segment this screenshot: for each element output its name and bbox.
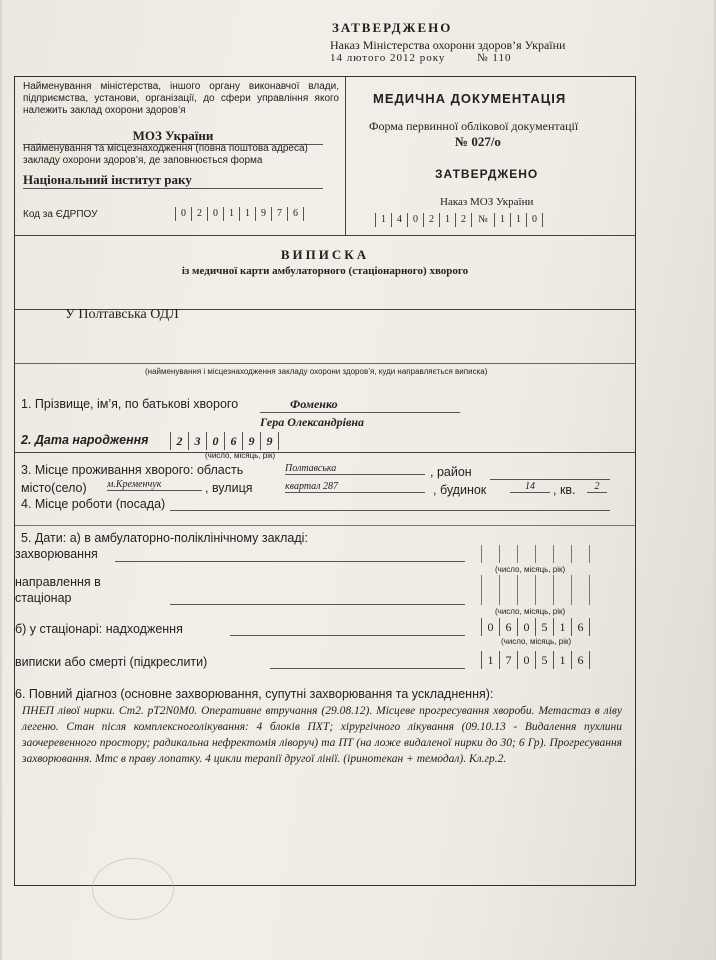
referral-line <box>170 604 465 605</box>
order-digit: 0 <box>407 213 423 227</box>
order-digit: 1 <box>375 213 391 227</box>
dob-digit: 3 <box>188 432 206 450</box>
header-bottom-line <box>15 235 635 236</box>
work-label: 4. Місце роботи (посада) <box>21 497 166 511</box>
admission-digit: 0 <box>481 618 499 636</box>
order-digit: 1 <box>510 213 526 227</box>
discharge-digits <box>481 651 590 669</box>
city-label: місто(село) <box>21 481 87 495</box>
admission-label: б) у стаціонарі: надходження <box>15 622 183 636</box>
order-digit: 1 <box>494 213 510 227</box>
edrpou-digit: 1 <box>223 207 239 221</box>
recipient-value: У Полтавська ОДЛ <box>65 307 179 322</box>
admission-digit: 6 <box>571 618 590 636</box>
approval-number: № 110 <box>477 52 512 64</box>
edrpou-digit: 0 <box>175 207 191 221</box>
discharge-digit: 1 <box>481 651 499 669</box>
edrpou-digit: 6 <box>287 207 304 221</box>
illness-label: захворювання <box>15 547 98 561</box>
discharge-digit: 0 <box>517 651 535 669</box>
dates-label: 5. Дати: а) в амбулаторно-поліклінічному закладі: <box>21 531 308 545</box>
order-label: Наказ МОЗ України <box>440 196 534 208</box>
institution-value: Національний інститут раку <box>23 172 323 189</box>
recipient-caption: (найменування і місцезнаходження закладу охорони здоров’я, куди направляється виписка) <box>145 367 488 376</box>
diagnosis-text: ПНЕП лівої нирки. Ст2. рТ2N0M0. Оперативне втручання (29.08.12). Місцеве прогресування хвороби. Метастаз в ліву легеню. Стан після комплексноголікування: 4 блоків ПХТ; хірургічного лікування (09.10.13 - Видалення пухлини заочеревенного простору; радикальна нефректомія ліворуч) та ПТ (на ложе видаленої нирки до 30; 6 Гр). Прогресування захворювання. Мтс в праву лопатку. 4 цикли терапії другої лінії. (іринотекан + темодал). Кл.гр.2. <box>22 705 622 765</box>
dob-digit: 9 <box>260 432 279 450</box>
form-number: № 027/о <box>455 134 501 149</box>
dob-digit: 9 <box>242 432 260 450</box>
work-value-line <box>170 510 610 511</box>
referral-date-boxes <box>481 575 590 605</box>
apt-value: 2 <box>587 481 607 493</box>
admission-line <box>230 635 465 636</box>
illness-date-caption: (число, місяць, рік) <box>495 565 566 574</box>
edrpou-digit: 7 <box>271 207 287 221</box>
admission-digit: 0 <box>517 618 535 636</box>
district-value-line <box>490 479 610 480</box>
approval-order: Наказ Міністерства охорони здоров’я України <box>330 38 566 52</box>
approval-title: ЗАТВЕРДЖЕНО <box>332 20 453 35</box>
edrpou-digit: 0 <box>207 207 223 221</box>
ministry-label: Найменування міністерства, іншого органу виконавчої влади, підприємства, установи, організації, до сфери управління якого належить заклад охорони здоров’я <box>23 81 339 116</box>
order-digit: 2 <box>455 213 471 227</box>
edrpou-digit: 1 <box>239 207 255 221</box>
approval-date-text: 14 лютого 2012 року <box>330 52 446 64</box>
district-label: , район <box>430 465 472 479</box>
discharge-digit: 6 <box>571 651 590 669</box>
referral-label-1: направлення в <box>15 575 101 589</box>
admission-digits <box>481 618 590 636</box>
admission-caption: (число, місяць, рік) <box>501 637 572 646</box>
edrpou-digit: 2 <box>191 207 207 221</box>
dob-digit: 0 <box>206 432 224 450</box>
doc-subtitle: із медичної карти амбулаторного (стаціонарного) хворого <box>181 265 469 277</box>
edrpou-label: Код за ЄДРПОУ <box>23 209 98 220</box>
street-value: квартал 287 <box>285 481 425 493</box>
dob-caption: (число, місяць, рік) <box>205 451 276 460</box>
order-digit: 4 <box>391 213 407 227</box>
illness-date-boxes <box>481 545 590 563</box>
house-label: , будинок <box>433 483 487 497</box>
discharge-line <box>270 668 465 669</box>
discharge-label: виписки або смерті (підкреслити) <box>15 655 208 669</box>
referral-label-2: стаціонар <box>15 591 72 605</box>
dob-digit: 6 <box>224 432 242 450</box>
discharge-digit: 7 <box>499 651 517 669</box>
approved-label: ЗАТВЕРДЖЕНО <box>435 167 539 181</box>
illness-line <box>115 561 465 562</box>
admission-digit: 6 <box>499 618 517 636</box>
med-doc-title: МЕДИЧНА ДОКУМЕНТАЦІЯ <box>373 91 567 106</box>
order-digit: 1 <box>439 213 455 227</box>
city-value: м.Кременчук <box>107 479 202 491</box>
residence-label: 3. Місце проживання хворого: область <box>21 463 244 477</box>
admission-digit: 1 <box>553 618 571 636</box>
patient-given-name: Гера Олександрівна <box>260 415 364 429</box>
edrpou-digit: 9 <box>255 207 271 221</box>
order-digit: 0 <box>526 213 543 227</box>
institution-label: Найменування та місцезнаходження (повна поштова адреса) закладу охорони здоров’я, де заповнюється форма <box>23 143 308 166</box>
document-sheet <box>2 0 714 960</box>
referral-date-caption: (число, місяць, рік) <box>495 607 566 616</box>
dob-digit: 2 <box>170 432 188 450</box>
house-value: 14 <box>510 481 550 493</box>
recipient-line <box>15 363 635 364</box>
stamp-mark <box>92 858 174 920</box>
order-digit: № <box>471 213 494 227</box>
patient-surname: Фоменко <box>260 397 460 413</box>
apt-label: , кв. <box>553 483 576 497</box>
recipient-bottom-line <box>15 452 635 453</box>
ministry-value: МОЗ України <box>23 128 323 145</box>
admission-digit: 5 <box>535 618 553 636</box>
doc-title: ВИПИСКА <box>280 247 370 262</box>
edrpou-code <box>175 207 304 221</box>
order-code <box>375 213 543 227</box>
header-divider <box>345 77 346 235</box>
form-label: Форма первинної облікової документації <box>369 119 579 133</box>
section-divider <box>15 525 635 526</box>
street-label: , вулиця <box>205 481 253 495</box>
approval-date <box>330 52 512 64</box>
discharge-digit: 1 <box>553 651 571 669</box>
dob-label: 2. Дата народження <box>21 433 149 447</box>
region-value: Полтавська <box>285 463 425 475</box>
dob-digits <box>170 432 279 450</box>
diagnosis-label: 6. Повний діагноз (основне захворювання, супутні захворювання та ускладнення): <box>15 687 494 701</box>
order-digit: 2 <box>423 213 439 227</box>
patient-name-label: 1. Прізвище, ім’я, по батькові хворого <box>21 397 239 411</box>
discharge-digit: 5 <box>535 651 553 669</box>
